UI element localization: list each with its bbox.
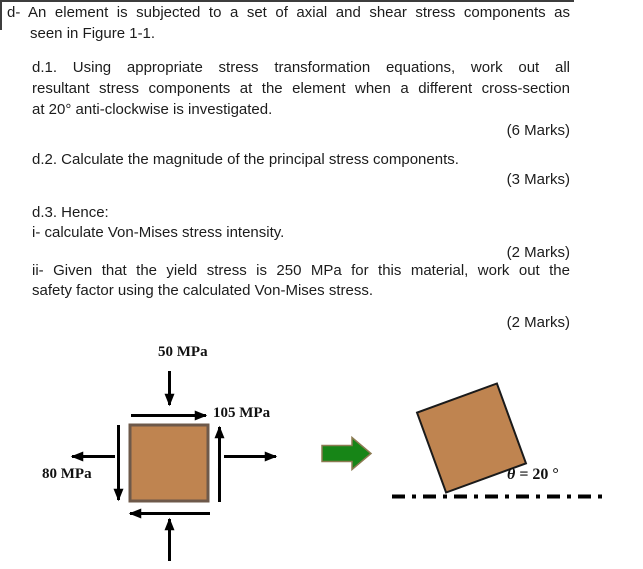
d3-i-line: i- calculate Von-Mises stress intensity. xyxy=(32,224,285,241)
intro-line-1: d- An element is subjected to a set of axial and shear stress components as xyxy=(7,4,570,21)
table-left-border xyxy=(0,0,2,30)
intro-line-2 xyxy=(7,24,570,44)
label-horizontal-stress: 80 MPa xyxy=(42,466,92,482)
table-top-border xyxy=(0,0,574,2)
green-arrow-icon xyxy=(322,438,371,470)
d1-line-2: resultant stress components at the element when a different cross-section xyxy=(32,80,570,97)
d1-marks: (6 Marks) xyxy=(506,122,570,139)
label-shear-stress: 105 MPa xyxy=(213,405,271,421)
d2-marks: (3 Marks) xyxy=(506,171,570,188)
intro-line-2-text: seen in Figure 1-1. xyxy=(30,25,156,42)
d1-line-3: at 20° anti-clockwise is investigated. xyxy=(32,101,273,118)
label-vertical-stress: 50 MPa xyxy=(158,344,208,360)
d3-ii-marks: (2 Marks) xyxy=(506,314,570,331)
label-rotation-angle xyxy=(507,466,559,484)
d3-ii-line-1: ii- Given that the yield stress is 250 MPa for this material, work out the xyxy=(32,262,570,279)
d3-heading: d.3. Hence: xyxy=(32,204,109,221)
d3-i-marks: (2 Marks) xyxy=(506,244,570,261)
theta-symbol: θ xyxy=(507,466,516,483)
figure-1-1 xyxy=(0,340,643,569)
angle-value: = 20 ° xyxy=(519,466,559,483)
stress-element-square xyxy=(130,425,208,501)
d1-line-1: d.1. Using appropriate stress transformation equations, work out all xyxy=(32,59,570,76)
d2-line-1: d.2. Calculate the magnitude of the principal stress components. xyxy=(32,151,459,168)
d3-ii-line-2: safety factor using the calculated Von-Mises stress. xyxy=(32,282,373,299)
